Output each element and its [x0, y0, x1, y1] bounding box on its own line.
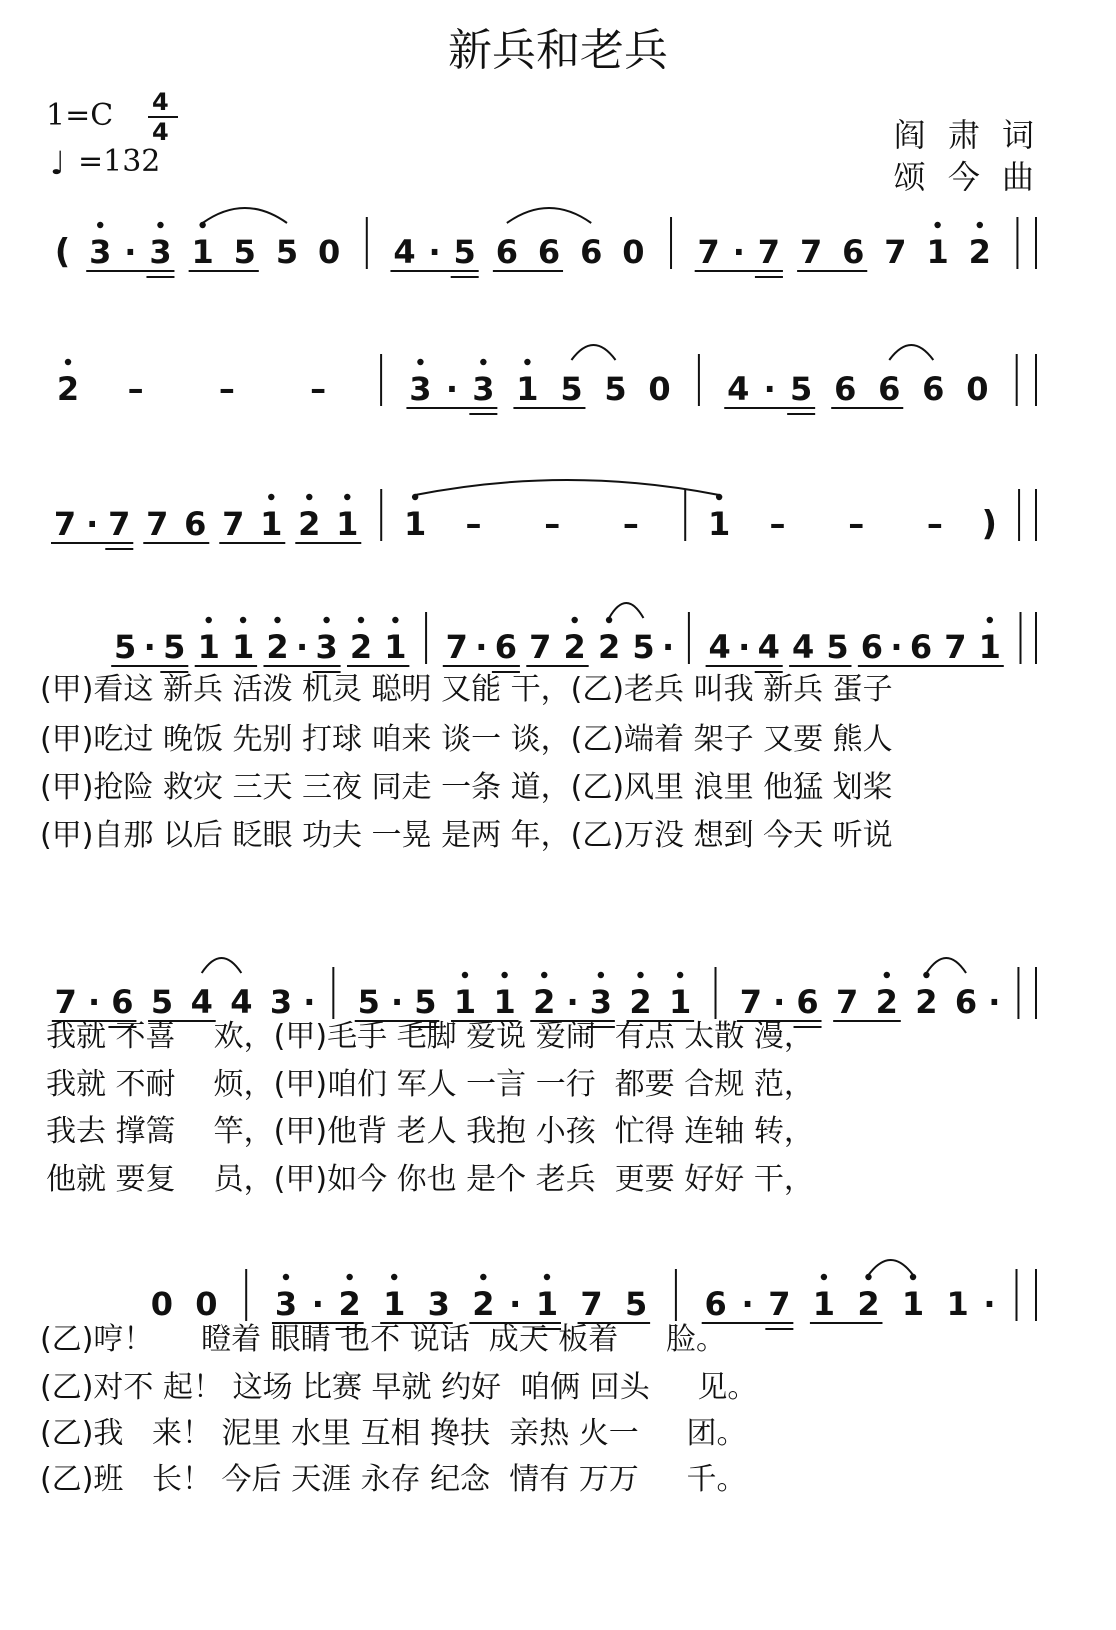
note-digit: 6 [909, 628, 933, 666]
note-digit: 4 [727, 370, 750, 408]
dash-mark: – [769, 505, 786, 543]
tie-arc [609, 603, 643, 618]
octave-dot [268, 494, 274, 500]
note-digit: 7 [445, 628, 468, 666]
octave-dot [544, 1274, 550, 1280]
note-digit: 1 [384, 628, 407, 666]
note-digit: 4 [757, 628, 780, 666]
note-digit: 5 [357, 983, 380, 1021]
note-digit: 7 [529, 628, 552, 666]
octave-dot [637, 972, 643, 978]
note-digit: 7 [580, 1285, 603, 1323]
note-digit: 4 [791, 628, 815, 666]
tie-arc [889, 345, 933, 360]
dash-mark: – [848, 505, 865, 543]
note-digit: 1 [708, 505, 731, 543]
note-digit: 6 [842, 233, 865, 271]
note-digit: 0 [150, 1285, 173, 1323]
note-digit: 1 [453, 983, 477, 1021]
note-digit: 1 [926, 233, 949, 271]
octave-dot [884, 972, 890, 978]
note-digit: 5 [114, 628, 137, 666]
augmentation-dot: · [428, 233, 441, 271]
lyric-verse-1: (乙)哼！ 瞪着 眼睛 也不 说话 成天 板着 脸。 [40, 1322, 726, 1357]
octave-dot [571, 617, 577, 623]
note-digit: 3 [274, 1285, 298, 1323]
lyric-verse-3: 我去 撑篙 竿，(甲)他背 老人 我抱 小孩 忙得 连轴 转， [46, 1114, 814, 1149]
song-title: 新兵和老兵 [448, 25, 668, 76]
note-digit: 6 [537, 233, 561, 271]
octave-dot [206, 617, 212, 623]
octave-dot [391, 1274, 397, 1280]
dash-mark: – [218, 370, 235, 408]
augmentation-dot: · [738, 628, 751, 666]
octave-dot [306, 494, 312, 500]
octave-dot [358, 617, 364, 623]
note-digit: 3 [472, 370, 495, 408]
note-digit: 1 [946, 1285, 969, 1323]
augmentation-dot: · [475, 628, 488, 666]
note-digit: 5 [790, 370, 813, 408]
lyric-verse-1: 我就 不喜 欢，(甲)毛手 毛脚 爱说 爱闹 有点 太散 漫， [46, 1019, 814, 1054]
octave-dot [323, 617, 329, 623]
note-digit: 2 [857, 1285, 880, 1323]
note-digit: 6 [834, 370, 857, 408]
note-digit: 2 [629, 983, 652, 1021]
note-digit: 7 [222, 505, 245, 543]
composer-credit: 颂 今 曲 [893, 158, 1040, 196]
dash-mark: – [127, 370, 144, 408]
note-digit: 7 [53, 505, 77, 543]
note-digit: 5 [453, 233, 476, 271]
octave-dot [987, 617, 993, 623]
note-digit: 3 [427, 1285, 450, 1323]
note-digit: 7 [799, 233, 823, 271]
dash-mark: – [622, 505, 639, 543]
octave-dot [283, 1274, 289, 1280]
note-digit: 5 [560, 370, 583, 408]
lyric-verse-4: (甲)自那 以后 眨眼 功夫 一晃 是两 年，(乙)万没 想到 今天 听说 [40, 818, 893, 853]
octave-dot [157, 222, 163, 228]
note-digit: 5 [233, 233, 256, 271]
octave-dot [677, 972, 683, 978]
key-signature: 1=C [46, 98, 114, 133]
note-digit: 2 [533, 983, 556, 1021]
augmentation-dot: · [390, 983, 404, 1021]
note-digit: 1 [812, 1285, 836, 1323]
note-digit: 1 [535, 1285, 559, 1323]
note-digit: 5 [163, 628, 186, 666]
note-digit: 1 [260, 505, 283, 543]
octave-dot [501, 972, 507, 978]
note-digit: 7 [697, 233, 720, 271]
note-digit: 2 [968, 233, 991, 271]
augmentation-dot: · [124, 233, 137, 271]
dash-mark: – [926, 505, 943, 543]
note-digit: 6 [184, 505, 207, 543]
note-digit: 7 [836, 983, 859, 1021]
note-digit: 2 [298, 505, 321, 543]
note-digit: 1 [197, 628, 220, 666]
augmentation-dot: · [509, 1285, 522, 1323]
note-digit: 7 [146, 505, 169, 543]
note-digit: 2 [472, 1285, 495, 1323]
octave-dot [541, 972, 547, 978]
note-digit: 5 [414, 983, 437, 1021]
octave-dot [240, 617, 246, 623]
octave-dot [417, 359, 423, 365]
note-digit: 6 [860, 628, 884, 666]
note-digit: 5 [632, 628, 655, 666]
dash-mark: – [465, 505, 482, 543]
note-digit: 7 [884, 233, 907, 271]
tie-arc [571, 345, 615, 360]
note-digit: 5 [275, 233, 299, 271]
tie-arc [415, 480, 719, 495]
note-digit: 7 [944, 628, 967, 666]
lyricist-credit: 阎 肃 词 [893, 116, 1040, 154]
note-digit: 6 [954, 983, 978, 1021]
note-digit: 2 [349, 628, 373, 666]
note-digit: 1 [668, 983, 692, 1021]
note-digit: 4 [393, 233, 416, 271]
tie-arc [202, 958, 242, 973]
note-digit: 0 [966, 370, 989, 408]
note-digit: 1 [901, 1285, 925, 1323]
time-signature-denominator: 4 [152, 118, 169, 146]
note-digit: 1 [191, 233, 214, 271]
note-digit: 7 [739, 983, 763, 1021]
augmentation-dot: · [86, 505, 99, 543]
note-digit: 1 [516, 370, 539, 408]
note-digit: 7 [54, 983, 77, 1021]
note-digit: 7 [757, 233, 781, 271]
note-digit: 2 [597, 628, 621, 666]
note-digit: 1 [404, 505, 427, 543]
augmentation-dot: · [983, 1285, 996, 1323]
note-digit: 7 [768, 1285, 791, 1323]
note-digit: 1 [231, 628, 255, 666]
note-digit: 6 [704, 1285, 727, 1323]
note-digit: 1 [493, 983, 516, 1021]
octave-dot [598, 972, 604, 978]
octave-dot [934, 222, 940, 228]
lyric-verse-4: (乙)班 长！ 今后 天涯 永存 纪念 情有 万万 千。 [40, 1462, 747, 1497]
octave-dot [97, 222, 103, 228]
note-digit: 2 [266, 628, 289, 666]
lyric-verse-3: (乙)我 来！ 泥里 水里 互相 搀扶 亲热 火一 团。 [40, 1416, 747, 1451]
augmentation-dot: · [88, 983, 101, 1021]
paren-mark: ) [981, 504, 997, 544]
note-digit: 3 [149, 233, 172, 271]
note-digit: 2 [563, 628, 586, 666]
tie-arc [507, 208, 591, 223]
note-digit: 6 [922, 370, 945, 408]
note-digit: 1 [978, 628, 1001, 666]
lyric-verse-4: 他就 要复 员，(甲)如今 你也 是个 老兵 更要 好好 干， [46, 1162, 814, 1197]
octave-dot [392, 617, 398, 623]
note-digit: 5 [624, 1285, 648, 1323]
augmentation-dot: · [303, 983, 316, 1021]
augmentation-dot: · [143, 628, 156, 666]
note-digit: 3 [315, 628, 338, 666]
note-digit: 3 [589, 983, 612, 1021]
dash-mark: – [310, 370, 327, 408]
tie-arc [926, 958, 966, 973]
note-digit: 6 [494, 628, 518, 666]
time-signature-numerator: 4 [152, 88, 169, 116]
note-digit: 5 [150, 983, 174, 1021]
note-digit: 1 [336, 505, 359, 543]
octave-dot [821, 1274, 827, 1280]
augmentation-dot: · [732, 233, 745, 271]
augmentation-dot: · [445, 370, 458, 408]
octave-dot [344, 494, 350, 500]
octave-dot [462, 972, 468, 978]
note-digit: 6 [495, 233, 518, 271]
octave-dot [480, 1274, 486, 1280]
note-digit: 7 [108, 505, 131, 543]
note-digit: 5 [826, 628, 849, 666]
lyric-verse-1: (甲)看这 新兵 活泼 机灵 聪明 又能 干，(乙)老兵 叫我 新兵 蛋子 [40, 672, 893, 707]
lyric-verse-2: (甲)吃过 晚饭 先别 打球 咱来 谈一 谈，(乙)端着 架子 又要 熊人 [40, 722, 893, 757]
octave-dot [65, 359, 71, 365]
lyric-verse-2: (乙)对不 起！ 这场 比赛 早就 约好 咱俩 回头 见。 [40, 1370, 758, 1405]
augmentation-dot: · [295, 628, 309, 666]
augmentation-dot: · [763, 370, 776, 408]
dash-mark: – [544, 505, 561, 543]
augmentation-dot: · [566, 983, 579, 1021]
note-digit: 0 [622, 233, 645, 271]
note-digit: 3 [269, 983, 293, 1021]
octave-dot [977, 222, 983, 228]
augmentation-dot: · [988, 983, 1001, 1021]
note-digit: 3 [409, 370, 432, 408]
quarter-note-icon: ♩ [50, 144, 66, 182]
note-digit: 6 [878, 370, 901, 408]
paren-mark: ( [54, 232, 71, 272]
octave-dot [524, 359, 530, 365]
octave-dot [274, 617, 280, 623]
tie-arc [203, 208, 287, 223]
note-digit: 0 [648, 370, 671, 408]
note-digit: 4 [230, 983, 253, 1021]
augmentation-dot: · [311, 1285, 324, 1323]
note-digit: 0 [318, 233, 341, 271]
note-digit: 2 [875, 983, 898, 1021]
augmentation-dot: · [741, 1285, 754, 1323]
note-digit: 6 [111, 983, 134, 1021]
augmentation-dot: · [773, 983, 786, 1021]
note-digit: 4 [190, 983, 213, 1021]
lyric-verse-3: (甲)抢险 救灾 三天 三夜 同走 一条 道，(乙)风里 浪里 他猛 划桨 [40, 770, 893, 805]
tie-arc [868, 1260, 913, 1275]
note-digit: 0 [195, 1285, 218, 1323]
lyric-verse-2: 我就 不耐 烦，(甲)咱们 军人 一言 一行 都要 合规 范， [46, 1067, 814, 1102]
octave-dot [480, 359, 486, 365]
octave-dot [346, 1274, 352, 1280]
note-digit: 6 [796, 983, 819, 1021]
note-digit: 3 [89, 233, 112, 271]
note-digit: 4 [708, 628, 731, 666]
note-digit: 5 [604, 370, 627, 408]
augmentation-dot: · [661, 628, 675, 666]
augmentation-dot: · [890, 628, 903, 666]
note-digit: 2 [915, 983, 938, 1021]
note-digit: 6 [580, 233, 603, 271]
note-digit: 1 [383, 1285, 406, 1323]
tempo-value: =132 [78, 144, 161, 179]
note-digit: 2 [56, 370, 80, 408]
note-digit: 2 [338, 1285, 361, 1323]
